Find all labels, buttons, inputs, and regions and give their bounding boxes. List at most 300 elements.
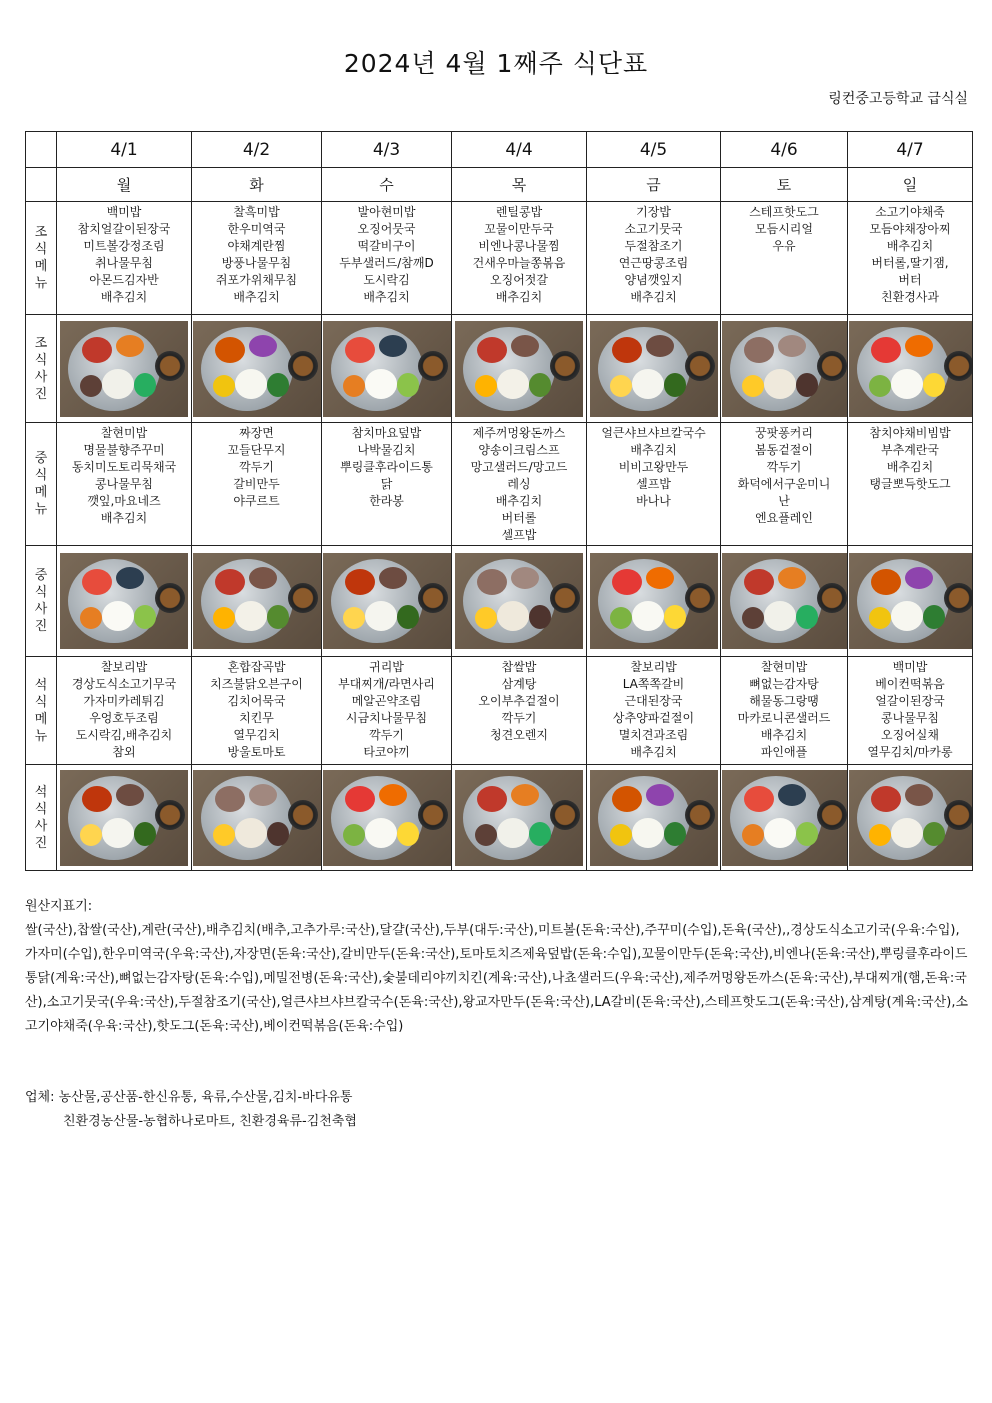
dinner-photo-cell [587,765,721,871]
menu-item: 부대찌개/라면사리 [338,677,435,691]
food-shape [610,824,632,846]
menu-item: 귀리밥 [369,660,404,674]
row-label-dinner-photo [26,765,57,871]
date-header: 4/3 [322,132,452,168]
menu-item: 배추김치 [495,290,543,304]
menu-item: 모듬시리얼 [755,222,813,236]
food-shape [905,784,933,806]
food-shape [612,569,642,595]
meal-photo-icon [455,321,583,417]
menu-item: 친환경사과 [881,290,939,304]
menu-item: 난 [778,494,790,508]
food-shape [249,335,277,357]
menu-item: 김치어묵국 [227,694,286,708]
menu-item: 두부샐러드/참깨D [339,256,434,270]
menu-item: 열무김치/마카롱 [867,745,953,759]
food-shape [267,822,289,846]
menu-item: 아몬드김자반 [89,273,159,287]
weekday-header: 일 [848,168,973,202]
soup-bowl-shape [155,800,185,830]
menu-item: 우유 [772,239,796,253]
soup-bowl-shape [550,800,580,830]
meal-photo-icon [590,770,718,866]
food-shape [397,822,419,846]
origin-notice [25,895,970,1039]
food-shape [511,567,539,589]
soup-bowl-shape [155,351,185,381]
food-shape [664,373,686,397]
food-shape [116,567,144,589]
food-shape [267,605,289,629]
menu-item: 버터롤,딸기잼, [871,256,949,270]
menu-item: 야채계란찜 [227,239,286,253]
corner-cell [26,168,57,202]
menu-item: 건새우마늘쫑볶음 [472,256,566,270]
meal-photo-icon [849,770,973,866]
menu-item: 두절참조기 [624,239,683,253]
food-shape [742,375,764,397]
menu-item: 가자미카레튀김 [83,694,165,708]
menu-item: 꼬물이만두국 [484,222,554,236]
food-shape [612,337,642,363]
lunch-menu-cell [57,423,192,546]
food-shape [923,373,945,397]
food-shape [102,818,134,848]
weekday-header: 화 [192,168,322,202]
menu-item: 방풍나물무침 [221,256,292,270]
food-shape [796,822,818,846]
menu-item: 배추김치 [886,460,934,474]
weekday-header: 토 [721,168,848,202]
menu-item: 방울토마토 [227,745,286,759]
breakfast-menu-cell [587,202,721,315]
menu-item: 레싱 [507,477,531,491]
row-label-breakfast-photo [26,315,57,423]
breakfast-photo-cell [57,315,192,423]
menu-item: 배추김치 [630,443,677,457]
breakfast-photo-cell [452,315,587,423]
food-shape [646,567,674,589]
dinner-menu-cell [57,657,192,765]
menu-item: 망고샐러드/망고드 [470,460,568,474]
food-shape [365,369,397,399]
food-shape [365,601,397,631]
row-label-char: 진 [34,619,48,634]
row-label-char: 식 [34,468,48,483]
menu-item: 배추김치 [630,745,677,759]
row-label-char: 사 [34,602,48,617]
page-title: 2024년 4월 1째주 식단표 [343,49,649,78]
row-label-char: 뉴 [34,502,48,517]
menu-item: 제주꺼멍왕돈까스 [472,426,566,440]
food-shape [529,605,551,629]
soup-bowl-shape [685,583,715,613]
menu-item: 찰현미밥 [100,426,148,440]
school-name: 링컨중고등학교 급식실 [828,91,968,107]
food-shape [235,601,267,631]
date-header: 4/4 [452,132,587,168]
food-shape [475,824,497,846]
dinner-photo-cell [452,765,587,871]
menu-item: 깍두기 [239,460,274,474]
row-label-char: 식 [34,242,48,257]
date-header: 4/5 [587,132,721,168]
vendor-line-1: 업체: 농산물,공산품-한신유통, 육류,수산물,김치-바다유통 [25,1090,353,1105]
weekday-header: 금 [587,168,721,202]
food-shape [116,784,144,806]
food-shape [343,607,365,629]
soup-bowl-shape [944,800,973,830]
row-label-char: 진 [34,835,48,851]
food-shape [379,784,407,806]
food-shape [871,569,901,595]
menu-item: 배추김치 [100,290,148,304]
menu-item: 쥐포가위채무침 [215,273,298,287]
row-label-char: 중 [34,568,48,583]
menu-item: 해물동그랑땡 [749,694,819,708]
food-shape [610,607,632,629]
dinner-menu-cell [587,657,721,765]
soup-bowl-shape [550,583,580,613]
row-label-char: 사 [34,369,48,385]
soup-bowl-shape [418,351,448,381]
breakfast-menu-cell [57,202,192,315]
menu-item: 멸치견과조림 [618,728,689,742]
food-shape [871,786,901,812]
row-label-lunch-photo [26,546,57,657]
menu-item: 도시락김,배추김치 [75,728,173,742]
food-shape [646,784,674,806]
row-label-char: 석 [34,784,48,800]
breakfast-menu-cell [721,202,848,315]
row-label-char: 식 [34,585,48,600]
menu-item: 짜장면 [239,426,274,440]
food-shape [923,605,945,629]
menu-item: 참치마요덮밥 [351,426,422,440]
menu-item: 한우미역국 [227,222,286,236]
row-label-char: 메 [34,485,48,500]
food-shape [213,607,235,629]
food-shape [529,822,551,846]
menu-item: 부추계란국 [881,443,939,457]
menu-item: 백미밥 [892,660,928,674]
row-label-char: 석 [34,677,48,693]
row-label-lunch-menu [26,423,57,546]
row-label-char: 식 [34,801,48,817]
row-label-dinner-menu [26,657,57,765]
menu-item: 콩나물무침 [95,477,153,491]
menu-item: 찰보리밥 [100,660,148,674]
menu-item: 동치미도토리묵채국 [71,460,177,474]
menu-item: 얼갈이된장국 [875,694,945,708]
menu-item: 마카로니콘샐러드 [737,711,831,725]
menu-item: 콩나물무침 [881,711,939,725]
menu-item: 야쿠르트 [233,494,280,508]
food-shape [632,818,664,848]
food-shape [742,607,764,629]
soup-bowl-shape [288,351,318,381]
food-shape [497,601,529,631]
soup-bowl-shape [817,583,847,613]
food-shape [764,818,796,848]
food-shape [612,786,642,812]
menu-item: 화덕에서구운미니 [737,477,831,491]
dinner-menu-cell [322,657,452,765]
food-shape [778,784,806,806]
menu-item: 발아현미밥 [357,205,416,219]
lunch-menu-cell [587,423,721,546]
menu-item: 양송이크림스프 [478,443,560,457]
food-shape [497,369,529,399]
food-shape [475,607,497,629]
soup-bowl-shape [817,800,847,830]
row-label-char: 뉴 [34,276,48,291]
menu-item: 소고기뭇국 [624,222,683,236]
meal-photo-icon [193,321,321,417]
food-shape [345,337,375,363]
food-shape [379,567,407,589]
menu-item: 배추김치 [760,728,808,742]
soup-bowl-shape [288,583,318,613]
menu-item: 엔요플레인 [755,511,813,525]
menu-item: 오징어실채 [881,728,939,742]
menu-item: 비비고왕만두 [618,460,689,474]
meal-photo-icon [590,321,718,417]
dinner-photo-cell [192,765,322,871]
breakfast-menu-cell [322,202,452,315]
menu-item: 치킨무 [239,711,274,725]
menu-item: 베이컨떡볶음 [875,677,945,691]
menu-item: 참치얼갈이된장국 [77,222,171,236]
food-shape [796,373,818,397]
menu-item: 파인애플 [760,745,808,759]
date-header: 4/6 [721,132,848,168]
lunch-photo-cell [192,546,322,657]
dinner-photo-cell [322,765,452,871]
weekday-header: 수 [322,168,452,202]
food-shape [397,373,419,397]
menu-item: 백미밥 [106,205,142,219]
menu-item: 배추김치 [630,290,677,304]
dinner-photo-cell [848,765,973,871]
menu-item: 봄동겉절이 [755,443,813,457]
food-shape [871,337,901,363]
meal-photo-icon [60,321,188,417]
menu-item: 오징어뭇국 [357,222,416,236]
menu-item: 오이부추겉절이 [478,694,560,708]
menu-item: 깻잎,마요네즈 [87,494,161,508]
food-shape [235,369,267,399]
food-shape [345,786,375,812]
dinner-photo-cell [57,765,192,871]
menu-item: 비엔나콩나물찜 [478,239,560,253]
menu-item: 참외 [112,745,136,759]
menu-item: 깍두기 [369,728,404,742]
soup-bowl-shape [944,351,973,381]
food-shape [365,818,397,848]
menu-item: 셀프밥 [501,528,537,542]
menu-item: 혼합잡곡밥 [227,660,286,674]
food-shape [905,567,933,589]
vendor-info [25,1086,357,1134]
lunch-menu-cell [848,423,973,546]
food-shape [267,373,289,397]
soup-bowl-shape [418,583,448,613]
meal-photo-icon [323,321,451,417]
dinner-menu-cell [848,657,973,765]
meal-photo-icon [323,553,451,649]
lunch-menu-cell [721,423,848,546]
menu-item: 상추양파겉절이 [612,711,695,725]
food-shape [610,375,632,397]
row-label-char: 메 [34,711,48,727]
menu-item: 스테프핫도그 [749,205,819,219]
food-shape [891,818,923,848]
lunch-photo-cell [721,546,848,657]
soup-bowl-shape [685,351,715,381]
food-shape [379,335,407,357]
food-shape [632,601,664,631]
food-shape [529,373,551,397]
meal-photo-icon [60,770,188,866]
row-label-char: 식 [34,694,48,710]
lunch-menu-cell [452,423,587,546]
menu-item: 배추김치 [100,511,148,525]
food-shape [475,375,497,397]
soup-bowl-shape [155,583,185,613]
food-shape [796,605,818,629]
meal-photo-icon [193,553,321,649]
breakfast-menu-cell [452,202,587,315]
menu-item: 버터롤 [501,511,537,525]
breakfast-photo-cell [721,315,848,423]
row-label-char: 식 [34,352,48,368]
origin-text: 쌀(국산),찹쌀(국산),계란(국산),배추김치(배추,고추가루:국산),달걀(국산),두부(대두:국산),미트볼(돈육:국산),주꾸미(수입),돈육(국산),,경상도식소고기국(우육:수입),가자미(수입),한우미역국(우육:국산),자장면(돈육:국산),갈비만두(돈육:국산),토마토치즈제육덮밥(돈육:수입),꼬물이만두(돈육:국산),비엔나(돈육:국산),뿌링클후라이드통닭(계육:국산),뼈없는감자탕(돈육:수입),메밀전병(돈육:국산),숯불데리야끼치킨(계육:국산),나쵸샐러드(우육:국산),제주꺼멍왕돈까스(돈육:국산),부대찌개(햄,돈육:국산),소고기뭇국(우육:국산),두절참조기(국산),얼큰샤브샤브칼국수(돈육:국산),왕교자만두(돈육:국산),LA갈비(돈육:국산),스테프핫도그(돈육:국산),삼계탕(계육:국산),소고기야채죽(우육:국산),핫도그(돈육:국산),베이컨떡볶음(돈육:수입) [25,923,969,1034]
food-shape [343,375,365,397]
menu-item: 꿍팟퐁커리 [755,426,813,440]
row-label-char: 사 [34,818,48,834]
food-shape [397,605,419,629]
menu-item: 찰현미밥 [760,660,808,674]
menu-item: 탱글뽀득핫도그 [869,477,951,491]
weekday-header: 목 [452,168,587,202]
meal-photo-icon [849,321,973,417]
dinner-photo-cell [721,765,848,871]
breakfast-photo-cell [848,315,973,423]
menu-item: 배추김치 [363,290,410,304]
meal-photo-icon [722,770,848,866]
menu-item: 오징어젓갈 [490,273,548,287]
lunch-photo-cell [587,546,721,657]
food-shape [744,786,774,812]
menu-item: 찹쌀밥 [501,660,537,674]
food-shape [477,337,507,363]
menu-item: LA쪽쪽갈비 [622,677,685,691]
menu-item: 꼬들단무지 [227,443,286,457]
row-label-char: 메 [34,259,48,274]
food-shape [497,818,529,848]
food-shape [82,569,112,595]
menu-item: 배추김치 [233,290,280,304]
menu-item: 렌틸콩밥 [495,205,543,219]
lunch-photo-cell [322,546,452,657]
food-shape [869,607,891,629]
food-shape [116,335,144,357]
meal-photo-icon [590,553,718,649]
menu-item: 떡갈비구이 [357,239,416,253]
food-shape [778,335,806,357]
menu-item: 배추김치 [886,239,934,253]
food-shape [343,824,365,846]
menu-item: 찰흑미밥 [233,205,280,219]
soup-bowl-shape [550,351,580,381]
meal-photo-icon [455,553,583,649]
food-shape [477,786,507,812]
menu-item: 셀프밥 [636,477,671,491]
menu-item: 청견오렌지 [490,728,548,742]
menu-item: 닭 [380,477,393,491]
menu-item: 나박물김치 [357,443,416,457]
food-shape [215,337,245,363]
row-label-char: 진 [34,386,48,402]
food-shape [905,335,933,357]
corner-cell [26,132,57,168]
menu-item: 근대된장국 [624,694,683,708]
lunch-photo-cell [452,546,587,657]
menu-item: 메알곤약조림 [351,694,422,708]
row-label-breakfast-menu [26,202,57,315]
food-shape [869,824,891,846]
meal-photo-icon [323,770,451,866]
food-shape [80,375,102,397]
breakfast-menu-cell [192,202,322,315]
date-header: 4/1 [57,132,192,168]
food-shape [477,569,507,595]
food-shape [134,373,156,397]
food-shape [102,601,134,631]
menu-item: 버터 [898,273,922,287]
breakfast-photo-cell [322,315,452,423]
food-shape [82,786,112,812]
food-shape [213,375,235,397]
menu-item: 한라봉 [369,494,404,508]
menu-item: 얼큰샤브샤브칼국수 [601,426,706,440]
row-label-char: 조 [34,225,48,240]
origin-label: 원산지표기: [25,899,93,914]
food-shape [891,601,923,631]
menu-item: 배추김치 [495,494,543,508]
weekday-header: 월 [57,168,192,202]
menu-item: 시금치나물무침 [345,711,428,725]
menu-item: 미트볼강정조림 [83,239,165,253]
menu-item: 참치야채비빔밥 [869,426,951,440]
menu-item: 명물불향주꾸미 [83,443,165,457]
dinner-menu-cell [452,657,587,765]
soup-bowl-shape [944,583,973,613]
soup-bowl-shape [288,800,318,830]
vendor-line-2: 친환경농산물-농협하나로마트, 친환경육류-김천축협 [63,1114,357,1129]
menu-item: 깍두기 [766,460,802,474]
food-shape [213,824,235,846]
lunch-menu-cell [192,423,322,546]
meal-photo-icon [455,770,583,866]
food-shape [923,822,945,846]
food-shape [249,784,277,806]
lunch-photo-cell [848,546,973,657]
food-shape [345,569,375,595]
food-shape [744,569,774,595]
food-shape [80,824,102,846]
